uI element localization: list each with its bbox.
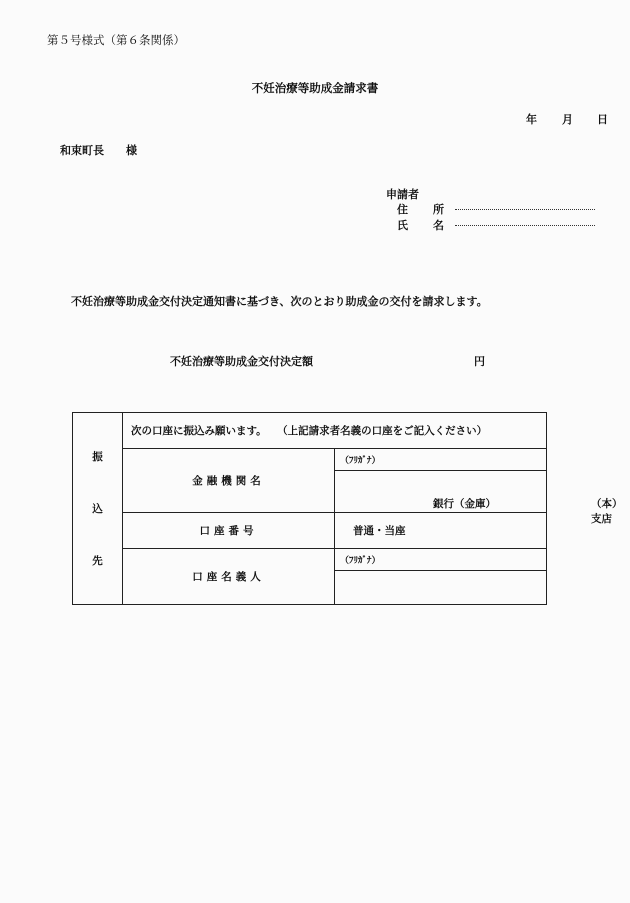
account-holder-label: 口座名義人 bbox=[123, 549, 335, 605]
date-year-label: 年 bbox=[526, 113, 537, 126]
request-statement: 不妊治療等助成金交付決定通知書に基づき、次のとおり助成金の交付を請求します。 bbox=[71, 295, 488, 308]
bank-suffix: 銀行（金庫） bbox=[433, 497, 496, 510]
applicant-heading: 申請者 bbox=[386, 188, 419, 201]
name-label-1: 氏 bbox=[397, 219, 408, 232]
name-input-line[interactable] bbox=[455, 225, 595, 226]
branch-suffix: （本）支店 bbox=[591, 497, 623, 525]
date-day-label: 日 bbox=[597, 113, 608, 126]
address-label-2: 所 bbox=[433, 203, 444, 216]
address-label-1: 住 bbox=[397, 203, 408, 216]
addressee: 和束町長 様 bbox=[60, 144, 137, 157]
account-holder-field[interactable] bbox=[335, 571, 547, 605]
grant-amount-label: 不妊治療等助成金交付決定額 bbox=[170, 355, 313, 368]
bank-furigana-field[interactable]: （ﾌﾘｶﾞﾅ） bbox=[335, 449, 547, 471]
transfer-instruction: 次の口座に振込み願います。 （上記請求者名義の口座をご記入ください） bbox=[123, 413, 547, 449]
document-title: 不妊治療等助成金請求書 bbox=[251, 81, 379, 95]
account-number-label: 口座番号 bbox=[123, 513, 335, 549]
side-char-1: 振 bbox=[92, 450, 103, 463]
account-type: 普通・当座 bbox=[353, 525, 406, 537]
side-char-3: 先 bbox=[92, 554, 103, 567]
bank-name-label: 金融機関名 bbox=[123, 449, 335, 513]
yen-unit: 円 bbox=[474, 355, 485, 368]
side-char-2: 込 bbox=[92, 502, 103, 515]
bank-name-field[interactable] bbox=[335, 471, 623, 525]
applicant-address-row bbox=[397, 201, 597, 217]
address-input-line[interactable] bbox=[455, 209, 595, 210]
applicant-name-row bbox=[397, 217, 597, 233]
transfer-table bbox=[72, 412, 623, 605]
transfer-side-label bbox=[73, 413, 123, 605]
date-month-label: 月 bbox=[562, 113, 573, 126]
form-number: 第５号様式（第６条関係） bbox=[47, 33, 185, 47]
holder-furigana-field[interactable]: （ﾌﾘｶﾞﾅ） bbox=[335, 549, 547, 571]
account-number-field[interactable] bbox=[335, 513, 547, 549]
name-label-2: 名 bbox=[433, 219, 444, 232]
